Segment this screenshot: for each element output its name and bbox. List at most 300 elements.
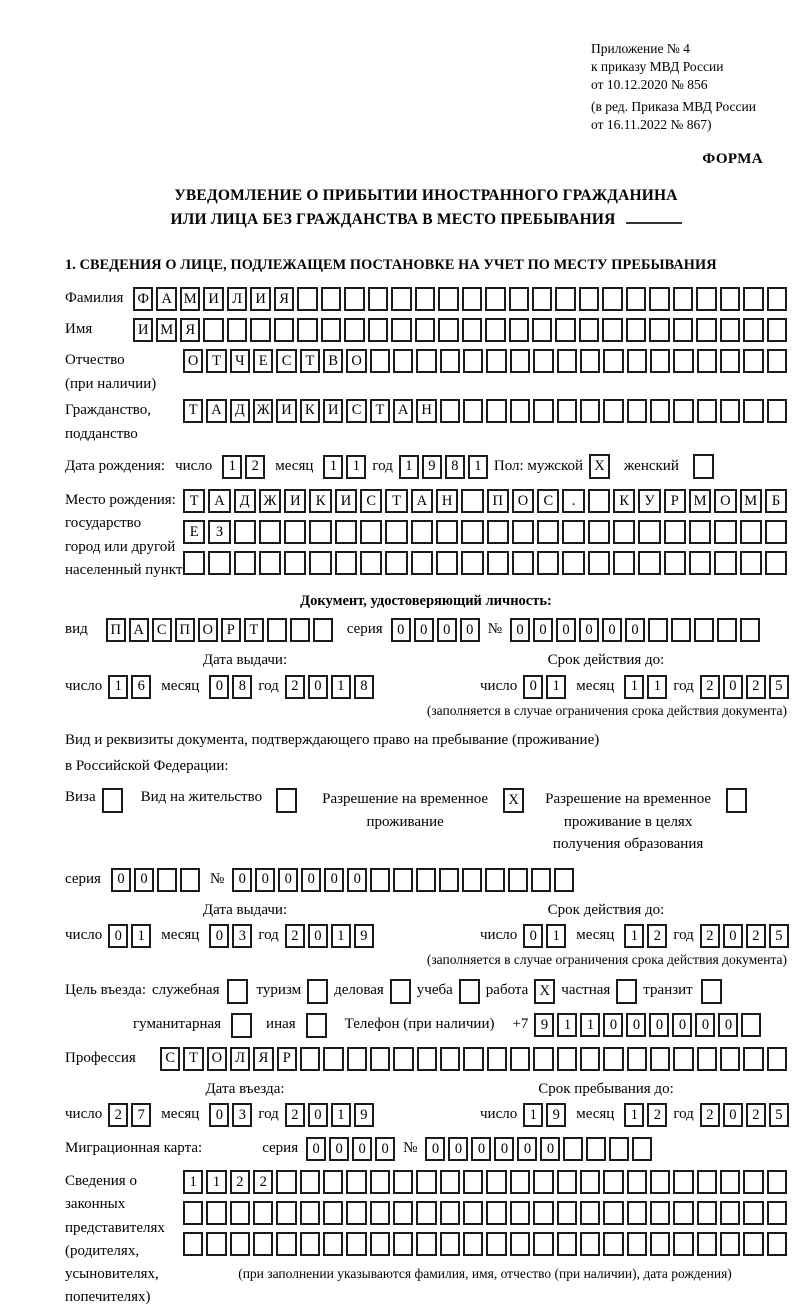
birth-place-cell[interactable]: Д (234, 489, 256, 513)
birth-place-cell[interactable]: С (537, 489, 559, 513)
birth-place-cell[interactable]: М (689, 489, 711, 513)
representatives-cell[interactable] (300, 1232, 320, 1256)
migration-number-cell[interactable]: 0 (517, 1137, 537, 1161)
representatives-cell[interactable]: 1 (206, 1170, 226, 1194)
residence-series-cell[interactable] (157, 868, 177, 892)
residence-series-cell[interactable] (180, 868, 200, 892)
surname-cell[interactable] (297, 287, 317, 311)
entry-day-cell[interactable]: 2 (108, 1103, 128, 1127)
birth-place-cell[interactable] (588, 520, 610, 544)
stay-day-cell[interactable]: 9 (546, 1103, 566, 1127)
entry-year-cell[interactable]: 1 (331, 1103, 351, 1127)
profession-cell[interactable] (510, 1047, 530, 1071)
representatives-cell[interactable] (557, 1201, 577, 1225)
phone-cell[interactable]: 1 (580, 1013, 600, 1037)
residence-valid-month-cell[interactable]: 2 (647, 924, 667, 948)
migration-number-cell[interactable] (586, 1137, 606, 1161)
birth-place-cell[interactable] (588, 551, 610, 575)
birth-place-cell[interactable] (208, 551, 230, 575)
surname-cell[interactable]: Ф (133, 287, 153, 311)
representatives-cell[interactable] (650, 1232, 670, 1256)
doc-number-cell[interactable]: 0 (625, 618, 645, 642)
birth-place-cell[interactable] (765, 551, 787, 575)
profession-cell[interactable] (603, 1047, 623, 1071)
birth-place-cell[interactable] (487, 520, 509, 544)
surname-cell[interactable] (626, 287, 646, 311)
representatives-cell[interactable] (416, 1232, 436, 1256)
birth-place-cell[interactable]: А (411, 489, 433, 513)
residence-valid-year-cell[interactable]: 2 (700, 924, 720, 948)
issue-year-cell[interactable]: 0 (308, 675, 328, 699)
given-name-cell[interactable] (344, 318, 364, 342)
birth-month-cell[interactable]: 1 (346, 455, 366, 479)
given-name-cell[interactable] (297, 318, 317, 342)
surname-cell[interactable] (602, 287, 622, 311)
citizenship-cell[interactable] (767, 399, 787, 423)
birth-day-cell[interactable]: 2 (245, 455, 265, 479)
doc-number-cell[interactable]: 0 (510, 618, 530, 642)
purpose-study-checkbox[interactable] (459, 979, 480, 1004)
representatives-cell[interactable] (533, 1201, 553, 1225)
given-name-cell[interactable] (602, 318, 622, 342)
representatives-cell[interactable] (673, 1232, 693, 1256)
patronymic-cell[interactable] (650, 349, 670, 373)
birth-place-cell[interactable]: Р (664, 489, 686, 513)
residence-issue-day-cell[interactable]: 1 (131, 924, 151, 948)
purpose-business-checkbox[interactable] (390, 979, 411, 1004)
representatives-cell[interactable] (650, 1170, 670, 1194)
surname-cell[interactable]: Л (227, 287, 247, 311)
birth-place-cell[interactable] (234, 520, 256, 544)
birth-place-cell[interactable] (309, 520, 331, 544)
representatives-cell[interactable]: 2 (253, 1170, 273, 1194)
representatives-cell[interactable] (627, 1170, 647, 1194)
representatives-cell[interactable] (276, 1201, 296, 1225)
doc-number-cell[interactable] (717, 618, 737, 642)
surname-cell[interactable] (368, 287, 388, 311)
representatives-cell[interactable] (276, 1170, 296, 1194)
doc-kind-cell[interactable] (267, 618, 287, 642)
surname-cell[interactable] (344, 287, 364, 311)
birth-place-cell[interactable] (740, 551, 762, 575)
citizenship-cell[interactable] (627, 399, 647, 423)
profession-cell[interactable]: Т (183, 1047, 203, 1071)
representatives-cell[interactable] (767, 1170, 787, 1194)
representatives-cell[interactable] (463, 1170, 483, 1194)
doc-number-cell[interactable] (648, 618, 668, 642)
citizenship-cell[interactable] (533, 399, 553, 423)
phone-cell[interactable]: 1 (557, 1013, 577, 1037)
doc-kind-cell[interactable]: С (152, 618, 172, 642)
residence-issue-month-cell[interactable]: 3 (232, 924, 252, 948)
residence-issue-year-cell[interactable]: 9 (354, 924, 374, 948)
representatives-cell[interactable] (370, 1170, 390, 1194)
representatives-cell[interactable] (603, 1170, 623, 1194)
migration-number-cell[interactable]: 0 (540, 1137, 560, 1161)
doc-series-cell[interactable]: 0 (414, 618, 434, 642)
birth-place-cell[interactable]: К (309, 489, 331, 513)
issue-day-cell[interactable]: 6 (131, 675, 151, 699)
patronymic-cell[interactable]: С (276, 349, 296, 373)
birth-place-cell[interactable] (613, 551, 635, 575)
birth-place-cell[interactable] (638, 520, 660, 544)
valid-day-cell[interactable]: 0 (523, 675, 543, 699)
patronymic-cell[interactable]: Т (206, 349, 226, 373)
citizenship-cell[interactable] (440, 399, 460, 423)
birth-place-cell[interactable] (512, 551, 534, 575)
profession-cell[interactable]: Я (253, 1047, 273, 1071)
residence-number-cell[interactable] (370, 868, 390, 892)
birth-place-cell[interactable] (436, 520, 458, 544)
profession-cell[interactable] (487, 1047, 507, 1071)
patronymic-cell[interactable] (463, 349, 483, 373)
birth-place-cell[interactable] (562, 551, 584, 575)
birth-place-cell[interactable] (259, 520, 281, 544)
patronymic-cell[interactable] (510, 349, 530, 373)
citizenship-cell[interactable]: Д (230, 399, 250, 423)
representatives-cell[interactable] (323, 1201, 343, 1225)
given-name-cell[interactable] (673, 318, 693, 342)
birth-place-cell[interactable] (664, 520, 686, 544)
given-name-cell[interactable] (250, 318, 270, 342)
surname-cell[interactable] (391, 287, 411, 311)
representatives-cell[interactable] (276, 1232, 296, 1256)
given-name-cell[interactable]: Я (180, 318, 200, 342)
given-name-cell[interactable] (579, 318, 599, 342)
representatives-cell[interactable] (440, 1232, 460, 1256)
patronymic-cell[interactable] (720, 349, 740, 373)
surname-cell[interactable]: И (250, 287, 270, 311)
citizenship-cell[interactable]: И (276, 399, 296, 423)
birth-place-cell[interactable]: У (638, 489, 660, 513)
representatives-cell[interactable] (370, 1201, 390, 1225)
birth-place-cell[interactable]: О (714, 489, 736, 513)
phone-cell[interactable] (741, 1013, 761, 1037)
patronymic-cell[interactable] (743, 349, 763, 373)
representatives-cell[interactable] (463, 1201, 483, 1225)
representatives-cell[interactable] (370, 1232, 390, 1256)
given-name-cell[interactable] (227, 318, 247, 342)
representatives-cell[interactable] (627, 1232, 647, 1256)
representatives-cell[interactable] (230, 1201, 250, 1225)
representatives-cell[interactable] (743, 1201, 763, 1225)
given-name-cell[interactable] (391, 318, 411, 342)
residence-number-cell[interactable] (485, 868, 505, 892)
surname-cell[interactable]: Я (274, 287, 294, 311)
citizenship-cell[interactable]: А (393, 399, 413, 423)
birth-place-cell[interactable]: Е (183, 520, 205, 544)
surname-cell[interactable] (321, 287, 341, 311)
phone-cell[interactable]: 0 (672, 1013, 692, 1037)
patronymic-cell[interactable] (486, 349, 506, 373)
residence-number-cell[interactable] (439, 868, 459, 892)
representatives-cell[interactable] (300, 1170, 320, 1194)
residence-number-cell[interactable]: 0 (301, 868, 321, 892)
birth-place-cell[interactable] (436, 551, 458, 575)
issue-month-cell[interactable]: 8 (232, 675, 252, 699)
surname-cell[interactable] (743, 287, 763, 311)
profession-cell[interactable] (580, 1047, 600, 1071)
citizenship-cell[interactable] (557, 399, 577, 423)
citizenship-cell[interactable] (486, 399, 506, 423)
migration-number-cell[interactable]: 0 (448, 1137, 468, 1161)
migration-number-cell[interactable] (609, 1137, 629, 1161)
representatives-cell[interactable] (697, 1170, 717, 1194)
citizenship-cell[interactable]: Н (416, 399, 436, 423)
purpose-work-checkbox[interactable]: X (534, 979, 555, 1004)
birth-place-cell[interactable] (537, 520, 559, 544)
patronymic-cell[interactable] (393, 349, 413, 373)
doc-kind-cell[interactable]: А (129, 618, 149, 642)
birth-place-cell[interactable]: С (360, 489, 382, 513)
residence-series-cell[interactable]: 0 (134, 868, 154, 892)
surname-cell[interactable] (673, 287, 693, 311)
representatives-cell[interactable] (533, 1232, 553, 1256)
representatives-cell[interactable] (627, 1201, 647, 1225)
representatives-cell[interactable] (206, 1201, 226, 1225)
representatives-cell[interactable] (393, 1170, 413, 1194)
birth-place-cell[interactable]: Т (385, 489, 407, 513)
representatives-cell[interactable] (346, 1170, 366, 1194)
representatives-cell[interactable] (580, 1201, 600, 1225)
doc-series-cell[interactable]: 0 (391, 618, 411, 642)
profession-cell[interactable]: С (160, 1047, 180, 1071)
surname-cell[interactable] (462, 287, 482, 311)
citizenship-cell[interactable] (580, 399, 600, 423)
birth-place-cell[interactable] (360, 520, 382, 544)
birth-place-cell[interactable] (512, 520, 534, 544)
migration-number-cell[interactable]: 0 (471, 1137, 491, 1161)
profession-cell[interactable] (557, 1047, 577, 1071)
given-name-cell[interactable] (462, 318, 482, 342)
doc-number-cell[interactable]: 0 (556, 618, 576, 642)
birth-place-cell[interactable] (461, 489, 483, 513)
birth-place-cell[interactable]: И (284, 489, 306, 513)
birth-place-cell[interactable] (411, 551, 433, 575)
profession-cell[interactable] (393, 1047, 413, 1071)
doc-number-cell[interactable] (740, 618, 760, 642)
representatives-cell[interactable] (767, 1232, 787, 1256)
sex-male-checkbox[interactable]: X (589, 454, 610, 479)
surname-cell[interactable] (720, 287, 740, 311)
residence-number-cell[interactable]: 0 (232, 868, 252, 892)
migration-series-cell[interactable]: 0 (375, 1137, 395, 1161)
birth-place-cell[interactable] (335, 520, 357, 544)
birth-place-cell[interactable] (740, 520, 762, 544)
representatives-cell[interactable] (300, 1201, 320, 1225)
birth-place-cell[interactable] (588, 489, 610, 513)
representatives-cell[interactable] (533, 1170, 553, 1194)
residence-number-cell[interactable] (554, 868, 574, 892)
given-name-cell[interactable] (696, 318, 716, 342)
residence-valid-day-cell[interactable]: 1 (546, 924, 566, 948)
birth-place-cell[interactable] (183, 551, 205, 575)
citizenship-cell[interactable]: И (323, 399, 343, 423)
citizenship-cell[interactable]: Ж (253, 399, 273, 423)
citizenship-cell[interactable]: С (346, 399, 366, 423)
representatives-cell[interactable] (743, 1170, 763, 1194)
entry-month-cell[interactable]: 0 (209, 1103, 229, 1127)
profession-cell[interactable] (300, 1047, 320, 1071)
representatives-cell[interactable] (603, 1232, 623, 1256)
representatives-cell[interactable] (416, 1170, 436, 1194)
given-name-cell[interactable] (743, 318, 763, 342)
birth-place-cell[interactable]: М (740, 489, 762, 513)
given-name-cell[interactable] (415, 318, 435, 342)
birth-place-cell[interactable]: Н (436, 489, 458, 513)
profession-cell[interactable] (323, 1047, 343, 1071)
phone-cell[interactable]: 0 (603, 1013, 623, 1037)
entry-year-cell[interactable]: 2 (285, 1103, 305, 1127)
given-name-cell[interactable] (203, 318, 223, 342)
birth-year-cell[interactable]: 9 (422, 455, 442, 479)
issue-month-cell[interactable]: 0 (209, 675, 229, 699)
birth-place-cell[interactable] (335, 551, 357, 575)
birth-place-cell[interactable] (461, 520, 483, 544)
surname-cell[interactable] (415, 287, 435, 311)
patronymic-cell[interactable]: Е (253, 349, 273, 373)
birth-place-cell[interactable] (385, 551, 407, 575)
profession-cell[interactable]: Р (277, 1047, 297, 1071)
surname-cell[interactable]: И (203, 287, 223, 311)
representatives-cell[interactable] (323, 1170, 343, 1194)
doc-number-cell[interactable]: 0 (579, 618, 599, 642)
citizenship-cell[interactable]: К (300, 399, 320, 423)
representatives-cell[interactable] (720, 1170, 740, 1194)
given-name-cell[interactable]: И (133, 318, 153, 342)
purpose-transit-checkbox[interactable] (701, 979, 722, 1004)
doc-kind-cell[interactable] (313, 618, 333, 642)
birth-place-cell[interactable] (487, 551, 509, 575)
representatives-cell[interactable] (650, 1201, 670, 1225)
given-name-cell[interactable]: М (156, 318, 176, 342)
citizenship-cell[interactable]: Т (370, 399, 390, 423)
residence-valid-year-cell[interactable]: 0 (723, 924, 743, 948)
representatives-cell[interactable] (697, 1232, 717, 1256)
profession-cell[interactable] (720, 1047, 740, 1071)
phone-cell[interactable]: 0 (695, 1013, 715, 1037)
birth-place-cell[interactable]: К (613, 489, 635, 513)
representatives-cell[interactable] (557, 1232, 577, 1256)
given-name-cell[interactable] (485, 318, 505, 342)
birth-place-cell[interactable] (537, 551, 559, 575)
patronymic-cell[interactable] (557, 349, 577, 373)
patronymic-cell[interactable] (440, 349, 460, 373)
issue-day-cell[interactable]: 1 (108, 675, 128, 699)
profession-cell[interactable] (743, 1047, 763, 1071)
representatives-cell[interactable] (346, 1232, 366, 1256)
stay-day-cell[interactable]: 1 (523, 1103, 543, 1127)
residence-number-cell[interactable]: 0 (347, 868, 367, 892)
doc-kind-cell[interactable]: П (106, 618, 126, 642)
representatives-cell[interactable] (253, 1232, 273, 1256)
doc-series-cell[interactable]: 0 (437, 618, 457, 642)
profession-cell[interactable]: Л (230, 1047, 250, 1071)
stay-year-cell[interactable]: 2 (700, 1103, 720, 1127)
sex-female-checkbox[interactable] (693, 454, 714, 479)
profession-cell[interactable] (533, 1047, 553, 1071)
representatives-cell[interactable] (323, 1232, 343, 1256)
phone-cell[interactable]: 0 (649, 1013, 669, 1037)
representatives-cell[interactable] (603, 1201, 623, 1225)
representatives-cell[interactable] (486, 1201, 506, 1225)
profession-cell[interactable] (697, 1047, 717, 1071)
migration-number-cell[interactable] (563, 1137, 583, 1161)
given-name-cell[interactable] (532, 318, 552, 342)
profession-cell[interactable] (370, 1047, 390, 1071)
phone-cell[interactable]: 0 (626, 1013, 646, 1037)
representatives-cell[interactable] (673, 1201, 693, 1225)
given-name-cell[interactable] (767, 318, 787, 342)
surname-cell[interactable] (485, 287, 505, 311)
title-blank-line[interactable] (626, 218, 682, 224)
citizenship-cell[interactable] (697, 399, 717, 423)
birth-place-cell[interactable]: П (487, 489, 509, 513)
citizenship-cell[interactable] (510, 399, 530, 423)
residence-number-cell[interactable] (416, 868, 436, 892)
patronymic-cell[interactable] (580, 349, 600, 373)
surname-cell[interactable] (767, 287, 787, 311)
birth-place-cell[interactable] (765, 520, 787, 544)
doc-number-cell[interactable]: 0 (602, 618, 622, 642)
purpose-humanitarian-checkbox[interactable] (231, 1013, 252, 1038)
migration-series-cell[interactable]: 0 (306, 1137, 326, 1161)
residence-valid-month-cell[interactable]: 1 (624, 924, 644, 948)
representatives-cell[interactable] (440, 1170, 460, 1194)
residence-number-cell[interactable] (462, 868, 482, 892)
entry-day-cell[interactable]: 7 (131, 1103, 151, 1127)
given-name-cell[interactable] (649, 318, 669, 342)
representatives-cell[interactable] (440, 1201, 460, 1225)
birth-place-cell[interactable] (411, 520, 433, 544)
birth-year-cell[interactable]: 1 (399, 455, 419, 479)
valid-year-cell[interactable]: 2 (700, 675, 720, 699)
birth-place-cell[interactable] (562, 520, 584, 544)
doc-kind-cell[interactable]: Р (221, 618, 241, 642)
representatives-cell[interactable] (346, 1201, 366, 1225)
patronymic-cell[interactable]: Т (300, 349, 320, 373)
representatives-cell[interactable] (206, 1232, 226, 1256)
citizenship-cell[interactable] (720, 399, 740, 423)
birth-place-cell[interactable] (613, 520, 635, 544)
citizenship-cell[interactable] (650, 399, 670, 423)
issue-year-cell[interactable]: 2 (285, 675, 305, 699)
birth-place-cell[interactable] (284, 551, 306, 575)
birth-place-cell[interactable] (689, 551, 711, 575)
doc-series-cell[interactable]: 0 (460, 618, 480, 642)
stay-year-cell[interactable]: 5 (769, 1103, 789, 1127)
migration-series-cell[interactable]: 0 (352, 1137, 372, 1161)
patronymic-cell[interactable] (603, 349, 623, 373)
purpose-tourism-checkbox[interactable] (307, 979, 328, 1004)
residence-issue-year-cell[interactable]: 2 (285, 924, 305, 948)
profession-cell[interactable] (650, 1047, 670, 1071)
doc-kind-cell[interactable]: П (175, 618, 195, 642)
profession-cell[interactable] (767, 1047, 787, 1071)
entry-year-cell[interactable]: 0 (308, 1103, 328, 1127)
representatives-cell[interactable] (697, 1201, 717, 1225)
representatives-cell[interactable] (720, 1232, 740, 1256)
residence-number-cell[interactable] (508, 868, 528, 892)
patronymic-cell[interactable]: В (323, 349, 343, 373)
surname-cell[interactable]: М (180, 287, 200, 311)
birth-place-cell[interactable] (385, 520, 407, 544)
representatives-cell[interactable] (510, 1201, 530, 1225)
stay-year-cell[interactable]: 2 (746, 1103, 766, 1127)
stay-year-cell[interactable]: 0 (723, 1103, 743, 1127)
citizenship-cell[interactable] (463, 399, 483, 423)
surname-cell[interactable] (696, 287, 716, 311)
